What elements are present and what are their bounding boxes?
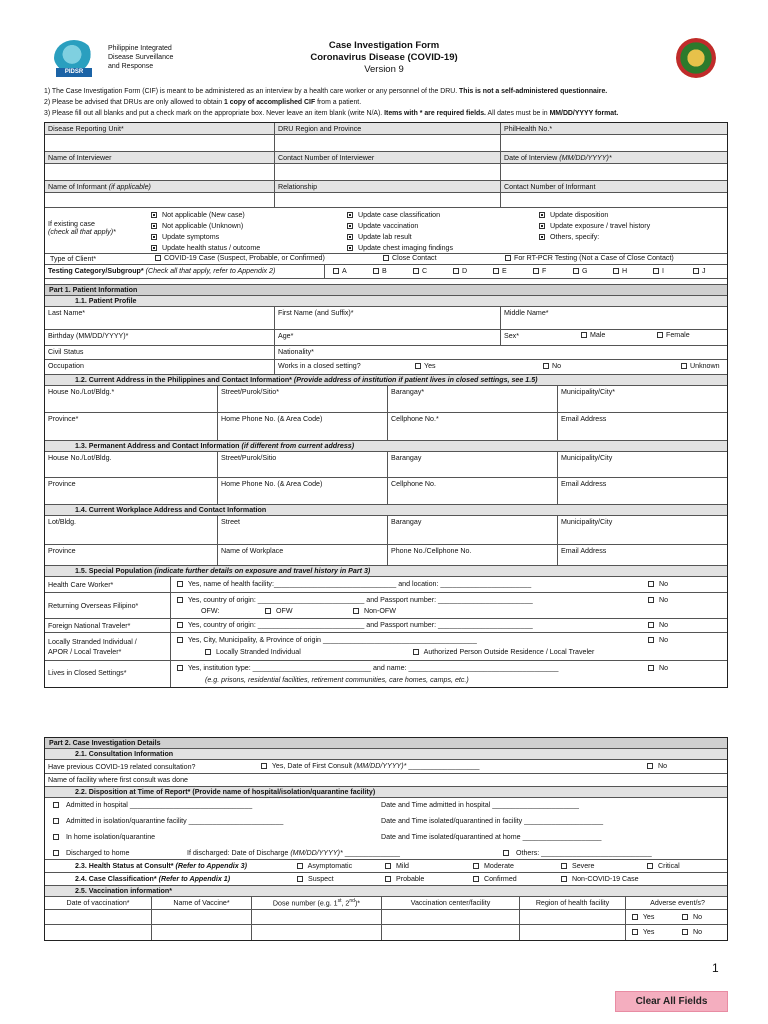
- fnt-no[interactable]: No: [648, 621, 668, 629]
- interview-date-field[interactable]: [500, 164, 729, 180]
- vacc-dose-field[interactable]: [251, 910, 381, 924]
- cat-h[interactable]: H: [613, 267, 627, 275]
- ofw-opt-nonofw[interactable]: Non-OFW: [353, 607, 396, 615]
- perm-home-phone-field[interactable]: Home Phone No. (& Area Code): [217, 478, 387, 504]
- ofw-opt-ofw[interactable]: OFW: [265, 607, 293, 615]
- opt-update-disposition[interactable]: Update disposition: [539, 210, 650, 221]
- closed-unknown[interactable]: Unknown: [681, 362, 720, 370]
- cc-noncovid[interactable]: Non-COVID-19 Case: [561, 875, 639, 883]
- existing-case-row: [45, 208, 727, 254]
- part2-heading: Part 2. Case Investigation Details: [45, 738, 727, 749]
- disp-others[interactable]: Others: ____________________________: [503, 849, 652, 857]
- ofw-yes[interactable]: Yes, country of origin: ___________________________ and Passport number: ________________________: [177, 596, 533, 604]
- cur-home-phone-field[interactable]: Home Phone No. (& Area Code): [217, 413, 387, 440]
- work-phone-field[interactable]: Phone No./Cellphone No.: [387, 545, 557, 565]
- hs-severe[interactable]: Severe: [561, 862, 594, 870]
- cur-barangay-field[interactable]: Barangay*: [387, 386, 557, 412]
- case-investigation-form: Disease Reporting Unit* DRU Region and Province PhilHealth No.* Name of Interviewer Contact Number of Interviewer Date of Interview (MM/DD/YYYY)* Name of Informant (if applicable) Relationship Contact Number of Informant If existing case (check all that apply)* Not applicable (New case) Not applicable (Unknown) Update symptoms Update health status / outcome Update case classification Update vaccination Update lab result Update chest imaging findings Update disposition Update exposure / travel history Others, specify: Type of Client* COVID-19 Case (Suspect, Probable, or Confirmed) Close Contact For RT-PCR Testing (Not a Case of Close Contact) Testing Category/Subgroup* (Check all that apply, refer to Appendix 2) A B C D E F G H I J Part 1. Patient Information 1.1. Patient Profile Last Name* First Name (and Suffix)* Middle Name* Birthday (MM/DD/YYYY)* Age* Sex* Male Female Civil Status Nationality* Occupation Works in a closed setting? Yes No Unknown 1.2. Current Address in the Philippines and Contact Information* (Provide address of institution if patient lives in closed settings, see 1.5) House No./Lot/Bldg.* Street/Purok/Sitio* Barangay* Municipality/City* Province* Home Phone No. (& Area Code) Cellphone No.* Email Address 1.3. Permanent Address and Contact Information (if different from current address) House No./Lot/Bldg. Street/Purok/Sitio Barangay Municipality/City Province Home Phone No. (& Area Code) Cellphone No. Email Address 1.4. Current Workplace Address and Contact Information Lot/Bldg. Street Barangay Municipality/City Province Name of Workplace Phone No./Cellphone No. Email Address 1.5. Special Population (indicate further details on exposure and travel history in Part 3) Health Care Worker* Yes, name of health facility:_______________________________ and location: _______________________ No Returning Overseas Filipino* Yes, country of origin: ___________________________ and Passport number: ________________________ No OFW: OFW Non-OFW Foreign National Traveler* Yes, country of origin: ___________________________ and Passport number: ________________________ No Locally Stranded Individual / APOR / Local Traveler* Yes, City, Municipality, & Province of origin _______________________________________ No Locally Stranded Individual Authorized Person Outside Residence / Local Traveler Lives in Closed Settings* Yes, institution type: ______________________________ and name: ______________________________________ No (e.g. prisons, residential facilities, retirement communities, care homes, camps, etc.): [44, 122, 728, 688]
- hs-mild[interactable]: Mild: [385, 862, 409, 870]
- interviewer-contact-field[interactable]: [274, 164, 500, 180]
- perm-cellphone-field[interactable]: Cellphone No.: [387, 478, 557, 504]
- philhealth-label: PhilHealth No.*: [500, 123, 729, 134]
- dru-region-label: DRU Region and Province: [274, 123, 500, 134]
- workplace-name-field[interactable]: Name of Workplace: [217, 545, 387, 565]
- opt-update-classification[interactable]: Update case classification: [347, 210, 453, 221]
- cur-street-field[interactable]: Street/Purok/Sitio*: [217, 386, 387, 412]
- vacc-region-field[interactable]: [519, 910, 625, 924]
- cc-probable[interactable]: Probable: [385, 875, 424, 883]
- adverse-yes[interactable]: Yes: [632, 913, 654, 921]
- closed-no[interactable]: No: [543, 362, 561, 370]
- pidsr-logo: PIDSR: [54, 40, 94, 76]
- birthday-field[interactable]: Birthday (MM/DD/YYYY)*: [48, 332, 129, 340]
- opt-others[interactable]: Others, specify:: [539, 232, 650, 243]
- informant-contact-field[interactable]: [500, 193, 729, 207]
- vacc-name-field[interactable]: [151, 910, 251, 924]
- cat-a[interactable]: A: [333, 267, 347, 275]
- interviewer-field[interactable]: [45, 164, 274, 180]
- cs-no[interactable]: No: [648, 664, 668, 672]
- profile-heading: 1.1. Patient Profile: [45, 296, 727, 307]
- first-name-field[interactable]: First Name (and Suffix)*: [274, 307, 500, 329]
- form-header: [44, 36, 728, 86]
- disp-hospital[interactable]: Admitted in hospital _______________________________: [53, 801, 252, 809]
- cs-yes[interactable]: Yes, institution type: ______________________________ and name: ______________________________________: [177, 664, 558, 672]
- sex-male[interactable]: Male: [581, 331, 605, 339]
- vacc-dose-field[interactable]: [251, 925, 381, 940]
- dru-field[interactable]: [45, 135, 274, 151]
- dru-region-field[interactable]: [274, 135, 500, 151]
- opt-update-health[interactable]: Update health status / outcome: [151, 243, 260, 254]
- interviewer-contact-label: Contact Number of Interviewer: [274, 152, 500, 163]
- cat-j[interactable]: J: [693, 267, 706, 275]
- client-type-label: Type of Client*: [50, 255, 97, 263]
- hcw-yes[interactable]: Yes, name of health facility:_______________________________ and location: _______________________: [177, 580, 531, 588]
- informant-field[interactable]: [45, 193, 274, 207]
- relationship-label: Relationship: [274, 181, 500, 192]
- vacc-date-field[interactable]: [45, 925, 151, 940]
- vacc-center-field[interactable]: [381, 910, 519, 924]
- prev-consult-no[interactable]: No: [647, 762, 667, 770]
- sex-field: Sex* Male Female: [500, 330, 729, 345]
- ofw-no[interactable]: No: [648, 596, 668, 604]
- opt-update-lab[interactable]: Update lab result: [347, 232, 453, 243]
- age-field[interactable]: Age*: [274, 330, 500, 345]
- disposition-heading: 2.2. Disposition at Time of Report* (Provide name of hospital/isolation/quarantine facility): [45, 787, 727, 798]
- closed-setting-field: Works in a closed setting? Yes No Unknown: [274, 360, 729, 374]
- vaccination-heading: 2.5. Vaccination information*: [45, 886, 727, 897]
- prev-consult-yes[interactable]: Yes, Date of First Consult (MM/DD/YYYY)* __________________: [261, 762, 479, 770]
- work-lot-field[interactable]: Lot/Bldg.: [48, 518, 77, 526]
- client-type-row: [45, 254, 727, 265]
- opt-new-case[interactable]: Not applicable (New case): [151, 210, 260, 221]
- cat-d[interactable]: D: [453, 267, 467, 275]
- consult-heading: 2.1. Consultation Information: [45, 749, 727, 760]
- dru-label: Disease Reporting Unit*: [48, 125, 124, 133]
- lsi-opt-apor[interactable]: Authorized Person Outside Residence / Local Traveler: [413, 648, 594, 656]
- vacc-region-field[interactable]: [519, 925, 625, 940]
- civil-status-field[interactable]: Civil Status: [48, 348, 84, 356]
- cur-house-field[interactable]: House No./Lot/Bldg.*: [48, 388, 115, 396]
- opt-update-exposure[interactable]: Update exposure / travel history: [539, 221, 650, 232]
- health-status-row: 2.3. Health Status at Consult* (Refer to Appendix 3) Asymptomatic Mild Moderate Severe Critical: [45, 860, 727, 873]
- cat-c[interactable]: C: [413, 267, 427, 275]
- client-close-contact[interactable]: Close Contact: [383, 254, 437, 262]
- page-number: 1: [712, 961, 719, 975]
- work-email-field[interactable]: Email Address: [557, 545, 729, 565]
- hs-asymptomatic[interactable]: Asymptomatic: [297, 862, 352, 870]
- prev-consult-label: Have previous COVID-19 related consultation?: [48, 763, 196, 771]
- closed-settings-label: Lives in Closed Settings*: [48, 669, 127, 677]
- work-barangay-field[interactable]: Barangay: [387, 516, 557, 544]
- perm-street-field[interactable]: Street/Purok/Sitio: [217, 452, 387, 477]
- informant-contact-label: Contact Number of Informant: [500, 181, 729, 192]
- disposition-block: Admitted in hospital _______________________________ Date and Time admitted in hospital ______________________ Admitted in isolation/quarantine facility ________________________ Date and Time isolated/quarantined in facility ____________________ In home isolation/quarantine Date and Time isolated/quarantined at home ____________________ Discharged to home If discharged: Date of Discharge (MM/DD/YYYY)* ______________ Others: ____________________________: [45, 798, 727, 860]
- perm-municipality-field[interactable]: Municipality/City: [557, 452, 729, 477]
- disp-isolation[interactable]: Admitted in isolation/quarantine facility ________________________: [53, 817, 283, 825]
- cur-municipality-field[interactable]: Municipality/City*: [557, 386, 729, 412]
- workplace-heading: 1.4. Current Workplace Address and Contact Information: [45, 505, 727, 516]
- opt-update-vaccination[interactable]: Update vaccination: [347, 221, 453, 232]
- adverse-yes[interactable]: Yes: [632, 928, 654, 936]
- ofw-label: Returning Overseas Filipino*: [48, 602, 139, 610]
- current-address-heading: 1.2. Current Address in the Philippines and Contact Information* (Provide address of institution if patient lives in closed settings, see 1.5): [45, 375, 727, 386]
- part1-heading: Part 1. Patient Information: [45, 285, 727, 296]
- cat-f[interactable]: F: [533, 267, 546, 275]
- cat-g[interactable]: G: [573, 267, 588, 275]
- vacc-date-field[interactable]: [45, 910, 151, 924]
- fnt-yes[interactable]: Yes, country of origin: ___________________________ and Passport number: ________________________: [177, 621, 533, 629]
- clear-all-fields-button[interactable]: Clear All Fields: [615, 991, 728, 1012]
- relationship-field[interactable]: [274, 193, 500, 207]
- hs-moderate[interactable]: Moderate: [473, 862, 514, 870]
- last-name-field[interactable]: Last Name*: [48, 309, 86, 317]
- closed-yes[interactable]: Yes: [415, 362, 436, 370]
- cc-suspect[interactable]: Suspect: [297, 875, 334, 883]
- cat-b[interactable]: B: [373, 267, 387, 275]
- interview-date-label: Date of Interview (MM/DD/YYYY)*: [500, 152, 729, 163]
- hcw-label: Health Care Worker*: [48, 581, 114, 589]
- testing-category-options: [324, 265, 729, 278]
- instructions: 1) The Case Investigation Form (CIF) is meant to be administered as an interview by a health care worker or any personnel of the DRU. This is not a self-administered questionnaire. 2) Please be advised that DRUs are only allowed to obtain 1 copy of accomplished CIF from a patient. 3) Please fill out all blanks and put a check mark on the appropriate box. Never leave an item blank (write N/A). Items with * are required fields. All dates must be in MM/DD/YYYY format.: [44, 88, 619, 117]
- disp-discharged[interactable]: Discharged to home: [53, 849, 129, 857]
- cur-email-field[interactable]: Email Address: [557, 413, 729, 440]
- permanent-address-heading: 1.3. Permanent Address and Contact Information (if different from current address): [45, 441, 727, 452]
- first-consult-facility[interactable]: Name of facility where first consult was done: [48, 776, 188, 784]
- cur-province-field[interactable]: Province*: [48, 415, 79, 423]
- fnt-label: Foreign National Traveler*: [48, 622, 131, 630]
- cur-cellphone-field[interactable]: Cellphone No.*: [387, 413, 557, 440]
- existing-case-label: If existing case (check all that apply)*: [48, 220, 116, 237]
- testing-category-row: [45, 265, 727, 279]
- work-municipality-field[interactable]: Municipality/City: [557, 516, 729, 544]
- perm-province-field[interactable]: Province: [48, 480, 76, 488]
- middle-name-field[interactable]: Middle Name*: [500, 307, 729, 329]
- lsi-no[interactable]: No: [648, 636, 668, 644]
- hcw-no[interactable]: No: [648, 580, 668, 588]
- perm-barangay-field[interactable]: Barangay: [387, 452, 557, 477]
- client-rtpcr[interactable]: For RT-PCR Testing (Not a Case of Close Contact): [505, 254, 674, 262]
- adverse-no[interactable]: No: [682, 913, 702, 921]
- philhealth-field[interactable]: [500, 135, 729, 151]
- special-pop-heading: 1.5. Special Population (indicate further details on exposure and travel history in Part 3): [45, 566, 727, 577]
- cat-i[interactable]: I: [653, 267, 664, 275]
- vacc-name-field[interactable]: [151, 925, 251, 940]
- cc-confirmed[interactable]: Confirmed: [473, 875, 517, 883]
- nationality-field[interactable]: Nationality*: [274, 346, 729, 359]
- form-title: Case Investigation Form Coronavirus Disease (COVID-19) Version 9: [310, 40, 458, 75]
- vaccination-row: [45, 910, 727, 925]
- opt-unknown[interactable]: Not applicable (Unknown): [151, 221, 260, 232]
- work-province-field[interactable]: Province: [48, 547, 76, 555]
- opt-update-imaging[interactable]: Update chest imaging findings: [347, 243, 453, 254]
- interviewer-label: Name of Interviewer: [48, 154, 112, 162]
- doh-seal: [676, 38, 716, 78]
- classification-row: 2.4. Case Classification* (Refer to Appendix 1) Suspect Probable Confirmed Non-COVID-19 Case: [45, 873, 727, 886]
- lsi-yes[interactable]: Yes, City, Municipality, & Province of origin _______________________________________: [177, 636, 477, 644]
- perm-email-field[interactable]: Email Address: [557, 478, 729, 504]
- vaccination-row: [45, 925, 727, 940]
- vacc-center-field[interactable]: [381, 925, 519, 940]
- opt-update-symptoms[interactable]: Update symptoms: [151, 232, 260, 243]
- lsi-label: Locally Stranded Individual / APOR / Local Traveler*: [48, 638, 137, 656]
- perm-house-field[interactable]: House No./Lot/Bldg.: [48, 454, 112, 462]
- part2-form: [44, 737, 728, 941]
- adverse-no[interactable]: No: [682, 928, 702, 936]
- occupation-field[interactable]: Occupation: [48, 362, 84, 370]
- hs-critical[interactable]: Critical: [647, 862, 680, 870]
- work-street-field[interactable]: Street: [217, 516, 387, 544]
- testing-category-label: Testing Category/Subgroup* (Check all that apply, refer to Appendix 2): [48, 267, 276, 275]
- org-name: Philippine Integrated Disease Surveillance and Response: [108, 45, 174, 70]
- disp-home[interactable]: In home isolation/quarantine: [53, 833, 155, 841]
- vaccination-header: Date of vaccination* Name of Vaccine* Dose number (e.g. 1st, 2nd)* Vaccination center/facility Region of health facility Adverse event/s?: [45, 897, 727, 910]
- client-covid-case[interactable]: COVID-19 Case (Suspect, Probable, or Confirmed): [155, 254, 325, 262]
- cat-e[interactable]: E: [493, 267, 507, 275]
- lsi-opt-lsi[interactable]: Locally Stranded Individual: [205, 648, 301, 656]
- informant-label: Name of Informant (if applicable): [48, 183, 151, 191]
- sex-female[interactable]: Female: [657, 331, 690, 339]
